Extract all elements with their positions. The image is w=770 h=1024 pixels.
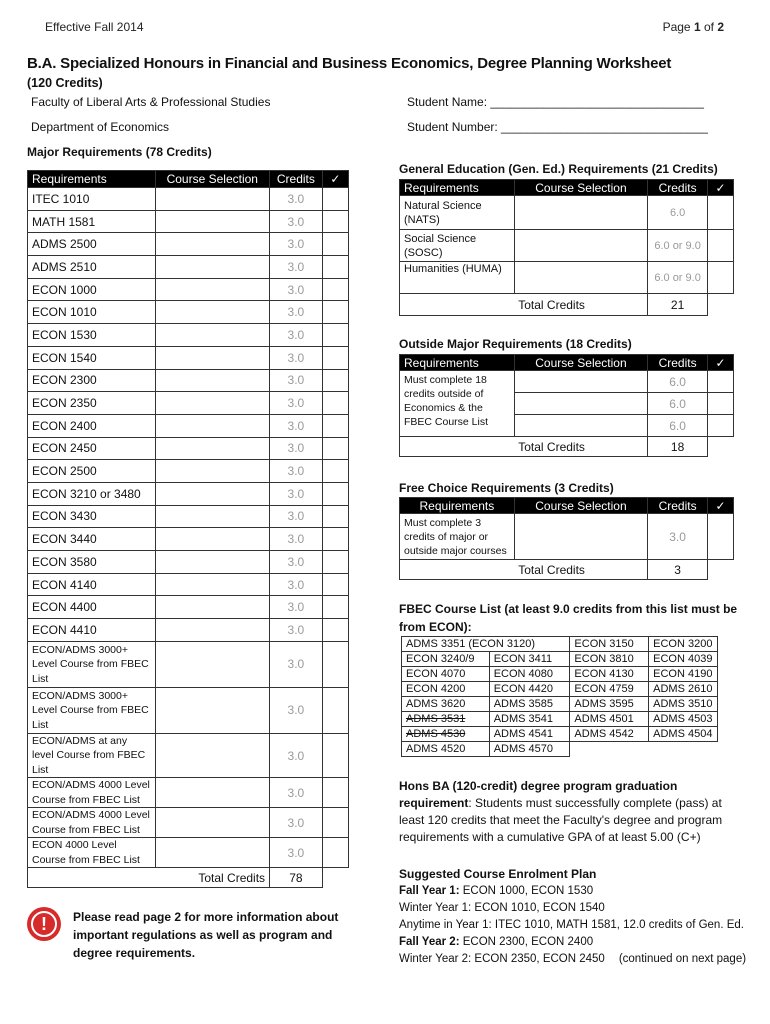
fbec-cell: ADMS 4504 <box>649 727 718 742</box>
major-check[interactable] <box>322 256 348 279</box>
outside-credits-3: 6.0 <box>648 415 708 437</box>
major-check[interactable] <box>322 188 348 211</box>
major-heading: Major Requirements (78 Credits) <box>27 145 212 159</box>
major-check[interactable] <box>322 551 348 574</box>
major-credits: 3.0 <box>270 528 323 551</box>
fbec-cell: ADMS 4501 <box>570 712 649 727</box>
continued-note: (continued on next page) <box>618 953 747 965</box>
major-row <box>28 528 349 551</box>
outside-total-label: Total Credits <box>400 437 648 457</box>
major-req: ECON 2400 <box>28 414 156 437</box>
gened-col-requirements: Requirements <box>400 180 515 196</box>
department-name: Department of Economics <box>31 120 170 134</box>
free-heading: Free Choice Requirements (3 Credits) <box>399 481 614 495</box>
gened-col-check: ✓ <box>708 180 734 196</box>
major-check[interactable] <box>322 528 348 551</box>
major-check[interactable] <box>322 596 348 619</box>
major-selection[interactable] <box>155 838 270 868</box>
major-row <box>28 808 349 838</box>
major-selection[interactable] <box>155 301 270 324</box>
plan-courses: ECON 1000, ECON 1530 <box>459 885 594 897</box>
major-selection[interactable] <box>155 233 270 256</box>
major-check[interactable] <box>322 573 348 596</box>
major-credits: 3.0 <box>270 301 323 324</box>
major-req: ECON 3430 <box>28 505 156 528</box>
major-credits: 3.0 <box>270 838 323 868</box>
plan-term: Fall Year 1: <box>399 885 460 897</box>
fbec-cell: ECON 4130 <box>570 667 649 682</box>
gened-nats-req: Natural Science (NATS) <box>400 196 515 230</box>
major-row <box>28 505 349 528</box>
col-check: ✓ <box>322 171 348 188</box>
major-req: ECON 3440 <box>28 528 156 551</box>
plan-line: Anytime in Year 1: ITEC 1010, MATH 1581, 12.0 credits of Gen. Ed. <box>399 919 744 931</box>
outside-col-check: ✓ <box>708 355 734 371</box>
major-selection[interactable] <box>155 778 270 808</box>
major-check[interactable] <box>322 278 348 301</box>
free-req-text: Must complete 3 credits of major or outside major courses <box>400 514 515 560</box>
gened-total-spacer <box>708 294 734 316</box>
fbec-cell: ECON 4420 <box>489 682 570 697</box>
gened-sosc-req: Social Science (SOSC) <box>400 230 515 262</box>
free-col-requirements: Requirements <box>400 498 515 514</box>
gened-total-label: Total Credits <box>400 294 648 316</box>
outside-col-requirements: Requirements <box>400 355 515 371</box>
fbec-cell: ADMS 4542 <box>570 727 649 742</box>
major-check[interactable] <box>322 482 348 505</box>
outside-table <box>399 354 734 457</box>
major-req: ECON 2300 <box>28 369 156 392</box>
gened-sosc-credits: 6.0 or 9.0 <box>648 230 708 262</box>
outside-total-spacer <box>708 437 734 457</box>
major-credits: 3.0 <box>270 346 323 369</box>
major-req: ECON/ADMS 4000 Level Course from FBEC List <box>28 808 156 838</box>
major-credits: 3.0 <box>270 596 323 619</box>
major-selection[interactable] <box>155 596 270 619</box>
free-table <box>399 497 734 580</box>
major-check[interactable] <box>322 778 348 808</box>
free-total-value: 3 <box>648 560 708 580</box>
gened-sosc-selection[interactable] <box>514 230 647 262</box>
major-selection[interactable] <box>155 210 270 233</box>
fbec-table <box>401 636 718 757</box>
fbec-cell: ECON 4070 <box>402 667 490 682</box>
major-selection[interactable] <box>155 414 270 437</box>
major-req: ECON 1010 <box>28 301 156 324</box>
fbec-cell: ECON 3200 <box>649 637 718 652</box>
col-requirements: Requirements <box>28 171 156 188</box>
gened-nats-credits: 6.0 <box>648 196 708 230</box>
major-row <box>28 278 349 301</box>
major-req: ECON 2450 <box>28 437 156 460</box>
major-req: ITEC 1010 <box>28 188 156 211</box>
major-row <box>28 482 349 505</box>
major-check[interactable] <box>322 460 348 483</box>
major-credits: 3.0 <box>270 808 323 838</box>
plan-courses: ECON 2300, ECON 2400 <box>459 936 594 948</box>
student-number-field[interactable]: Student Number: _______________________________ <box>407 120 708 134</box>
major-row <box>28 573 349 596</box>
major-selection[interactable] <box>155 324 270 347</box>
major-selection[interactable] <box>155 346 270 369</box>
fbec-cell: ECON 3411 <box>489 652 570 667</box>
outside-selection-1[interactable] <box>514 371 647 393</box>
major-check[interactable] <box>322 324 348 347</box>
major-credits: 3.0 <box>270 619 323 642</box>
fbec-cell: ADMS 3541 <box>489 712 570 727</box>
major-selection[interactable] <box>155 687 270 733</box>
major-row <box>28 551 349 574</box>
major-req: ECON 1530 <box>28 324 156 347</box>
major-credits: 3.0 <box>270 414 323 437</box>
fbec-cell: ECON 3240/9 <box>402 652 490 667</box>
fbec-cell: ADMS 4520 <box>402 742 490 757</box>
major-row <box>28 641 349 687</box>
major-credits: 3.0 <box>270 573 323 596</box>
major-credits: 3.0 <box>270 233 323 256</box>
free-selection[interactable] <box>514 514 647 560</box>
effective-date: Effective Fall 2014 <box>45 20 144 34</box>
gened-huma-credits: 6.0 or 9.0 <box>648 262 708 294</box>
major-selection[interactable] <box>155 808 270 838</box>
major-row <box>28 596 349 619</box>
major-credits: 3.0 <box>270 733 323 778</box>
major-selection[interactable] <box>155 188 270 211</box>
major-req: ECON 1000 <box>28 278 156 301</box>
gened-nats-check[interactable] <box>708 196 734 230</box>
fbec-cell: ADMS 4503 <box>649 712 718 727</box>
major-row <box>28 619 349 642</box>
fbec-row <box>402 742 718 757</box>
major-selection[interactable] <box>155 482 270 505</box>
major-selection[interactable] <box>155 369 270 392</box>
fbec-cell: ADMS 3351 (ECON 3120) <box>402 637 570 652</box>
major-req: ECON 2350 <box>28 392 156 415</box>
fbec-cell: ADMS 4530 <box>402 727 490 742</box>
gened-total-value: 21 <box>648 294 708 316</box>
plan-term: Fall Year 2: <box>399 936 460 948</box>
hons-heading: Hons BA (120-credit) degree program graduation requirement <box>399 779 678 810</box>
major-row <box>28 838 349 868</box>
major-credits: 3.0 <box>270 437 323 460</box>
major-selection[interactable] <box>155 619 270 642</box>
page-prefix: Page <box>662 20 694 34</box>
page-of: of <box>700 20 718 34</box>
major-row <box>28 233 349 256</box>
major-row <box>28 437 349 460</box>
major-req: ECON 4410 <box>28 619 156 642</box>
major-selection[interactable] <box>155 573 270 596</box>
major-check[interactable] <box>322 233 348 256</box>
major-req: ECON 2500 <box>28 460 156 483</box>
major-credits: 3.0 <box>270 392 323 415</box>
fbec-cell: ADMS 3510 <box>649 697 718 712</box>
major-check[interactable] <box>322 210 348 233</box>
gened-table <box>399 179 734 316</box>
outside-check-3[interactable] <box>708 415 734 437</box>
page-number: 1 <box>693 20 701 34</box>
major-check[interactable] <box>322 641 348 687</box>
major-req: ECON 4000 Level Course from FBEC List <box>28 838 156 868</box>
major-check[interactable] <box>322 346 348 369</box>
col-course-selection: Course Selection <box>155 171 270 188</box>
fbec-empty <box>649 742 718 757</box>
major-check[interactable] <box>322 619 348 642</box>
plan-line <box>399 951 749 968</box>
gened-sosc-check[interactable] <box>708 230 734 262</box>
plan-line: Winter Year 1: ECON 1010, ECON 1540 <box>399 902 605 914</box>
outside-col-course-selection: Course Selection <box>514 355 647 371</box>
major-selection[interactable] <box>155 392 270 415</box>
major-selection[interactable] <box>155 278 270 301</box>
free-col-check: ✓ <box>708 498 734 514</box>
outside-check-2[interactable] <box>708 393 734 415</box>
outside-credits-1: 6.0 <box>648 371 708 393</box>
major-row <box>28 392 349 415</box>
major-credits: 3.0 <box>270 641 323 687</box>
free-col-credits: Credits <box>648 498 708 514</box>
major-row <box>28 778 349 808</box>
gened-col-course-selection: Course Selection <box>514 180 647 196</box>
page-subtitle: (120 Credits) <box>27 76 103 90</box>
fbec-cell: ADMS 3531 <box>402 712 490 727</box>
page-indicator <box>663 20 724 34</box>
major-row <box>28 188 349 211</box>
plan-line <box>399 883 749 900</box>
outside-credits-2: 6.0 <box>648 393 708 415</box>
enrolment-plan <box>399 866 749 968</box>
major-req: ADMS 2510 <box>28 256 156 279</box>
major-row <box>28 324 349 347</box>
fbec-cell: ADMS 4570 <box>489 742 570 757</box>
alert-icon <box>27 907 61 941</box>
plan-line <box>399 934 749 951</box>
major-check[interactable] <box>322 808 348 838</box>
major-credits: 3.0 <box>270 551 323 574</box>
fbec-cell: ADMS 3595 <box>570 697 649 712</box>
major-selection[interactable] <box>155 551 270 574</box>
major-check[interactable] <box>322 505 348 528</box>
major-row <box>28 256 349 279</box>
major-check[interactable] <box>322 414 348 437</box>
gened-huma-check[interactable] <box>708 262 734 294</box>
major-req: ADMS 2500 <box>28 233 156 256</box>
alert-glyph: ! <box>31 911 57 937</box>
plan-courses: Winter Year 2: ECON 2350, ECON 2450 <box>399 953 605 965</box>
hons-text: Students must successfully complete (pass) at least 120 credits that meet the Faculty's degree and program requirements with a cumulative GPA of at least 5.00 (C+) <box>399 796 723 844</box>
major-req: ECON/ADMS 4000 Level Course from FBEC List <box>28 778 156 808</box>
major-requirements-table <box>27 170 349 888</box>
outside-col-credits: Credits <box>648 355 708 371</box>
major-credits: 3.0 <box>270 687 323 733</box>
page-total: 2 <box>717 20 724 34</box>
major-selection[interactable] <box>155 733 270 778</box>
student-name-field[interactable]: Student Name: ________________________________ <box>407 95 704 109</box>
major-check[interactable] <box>322 687 348 733</box>
fbec-cell: ECON 3810 <box>570 652 649 667</box>
major-selection[interactable] <box>155 460 270 483</box>
major-selection[interactable] <box>155 505 270 528</box>
major-credits: 3.0 <box>270 460 323 483</box>
gened-col-credits: Credits <box>648 180 708 196</box>
major-check[interactable] <box>322 733 348 778</box>
major-req: ECON 4140 <box>28 573 156 596</box>
outside-check-1[interactable] <box>708 371 734 393</box>
fbec-row <box>402 727 718 742</box>
fbec-empty <box>570 742 649 757</box>
major-total-value: 78 <box>270 868 323 888</box>
major-req: ECON 3210 or 3480 <box>28 482 156 505</box>
free-total-label: Total Credits <box>400 560 648 580</box>
major-row <box>28 301 349 324</box>
hons-requirement <box>399 778 749 846</box>
major-req: ECON 1540 <box>28 346 156 369</box>
plan-heading: Suggested Course Enrolment Plan <box>399 867 597 881</box>
fbec-row <box>402 652 718 667</box>
major-selection[interactable] <box>155 641 270 687</box>
fbec-cell: ECON 4759 <box>570 682 649 697</box>
major-req: ECON 4400 <box>28 596 156 619</box>
fbec-row <box>402 682 718 697</box>
major-credits: 3.0 <box>270 188 323 211</box>
major-total-spacer <box>322 868 348 888</box>
major-credits: 3.0 <box>270 256 323 279</box>
col-credits: Credits <box>270 171 323 188</box>
fbec-cell: ADMS 3620 <box>402 697 490 712</box>
major-check[interactable] <box>322 838 348 868</box>
free-credits: 3.0 <box>648 514 708 560</box>
major-req: ECON 3580 <box>28 551 156 574</box>
major-credits: 3.0 <box>270 210 323 233</box>
faculty-name: Faculty of Liberal Arts & Professional Studies <box>31 95 271 109</box>
fbec-cell: ECON 4080 <box>489 667 570 682</box>
major-req: ECON/ADMS 3000+ Level Course from FBEC List <box>28 641 156 687</box>
fbec-row <box>402 712 718 727</box>
outside-heading: Outside Major Requirements (18 Credits) <box>399 337 632 351</box>
fbec-cell: ECON 4039 <box>649 652 718 667</box>
outside-selection-3[interactable] <box>514 415 647 437</box>
major-check[interactable] <box>322 301 348 324</box>
fbec-row <box>402 667 718 682</box>
outside-selection-2[interactable] <box>514 393 647 415</box>
major-selection[interactable] <box>155 256 270 279</box>
major-req: ECON/ADMS at any level Course from FBEC List <box>28 733 156 778</box>
major-selection[interactable] <box>155 437 270 460</box>
major-check[interactable] <box>322 369 348 392</box>
free-check[interactable] <box>708 514 734 560</box>
major-req: ECON/ADMS 3000+ Level Course from FBEC List <box>28 687 156 733</box>
outside-req-text: Must complete 18 credits outside of Economics & the FBEC Course List <box>400 371 515 437</box>
notice-text: Please read page 2 for more information about important regulations as well as program and degree requirements. <box>73 910 339 960</box>
major-check[interactable] <box>322 437 348 460</box>
major-check[interactable] <box>322 392 348 415</box>
major-credits: 3.0 <box>270 778 323 808</box>
major-req: MATH 1581 <box>28 210 156 233</box>
hons-colon: : <box>468 796 472 810</box>
fbec-cell: ADMS 3585 <box>489 697 570 712</box>
major-row <box>28 414 349 437</box>
gened-heading: General Education (Gen. Ed.) Requirements (21 Credits) <box>399 162 718 176</box>
major-row <box>28 733 349 778</box>
fbec-heading: FBEC Course List (at least 9.0 credits from this list must be from ECON): <box>399 602 738 634</box>
fbec-row <box>402 697 718 712</box>
fbec-cell: ECON 3150 <box>570 637 649 652</box>
major-credits: 3.0 <box>270 324 323 347</box>
major-selection[interactable] <box>155 528 270 551</box>
fbec-cell: ADMS 4541 <box>489 727 570 742</box>
fbec-cell: ECON 4200 <box>402 682 490 697</box>
major-row <box>28 210 349 233</box>
major-credits: 3.0 <box>270 278 323 301</box>
gened-huma-selection[interactable] <box>514 262 647 294</box>
major-row <box>28 346 349 369</box>
major-row <box>28 369 349 392</box>
major-credits: 3.0 <box>270 369 323 392</box>
major-credits: 3.0 <box>270 482 323 505</box>
major-row <box>28 687 349 733</box>
free-total-spacer <box>708 560 734 580</box>
fbec-cell: ADMS 2610 <box>649 682 718 697</box>
fbec-cell: ECON 4190 <box>649 667 718 682</box>
major-total-label: Total Credits <box>28 868 270 888</box>
outside-total-value: 18 <box>648 437 708 457</box>
free-col-course-selection: Course Selection <box>514 498 647 514</box>
gened-nats-selection[interactable] <box>514 196 647 230</box>
major-row <box>28 460 349 483</box>
major-credits: 3.0 <box>270 505 323 528</box>
page-title: B.A. Specialized Honours in Financial and Business Economics, Degree Planning Worksheet <box>27 55 672 72</box>
gened-huma-req: Humanities (HUMA) <box>400 262 515 294</box>
